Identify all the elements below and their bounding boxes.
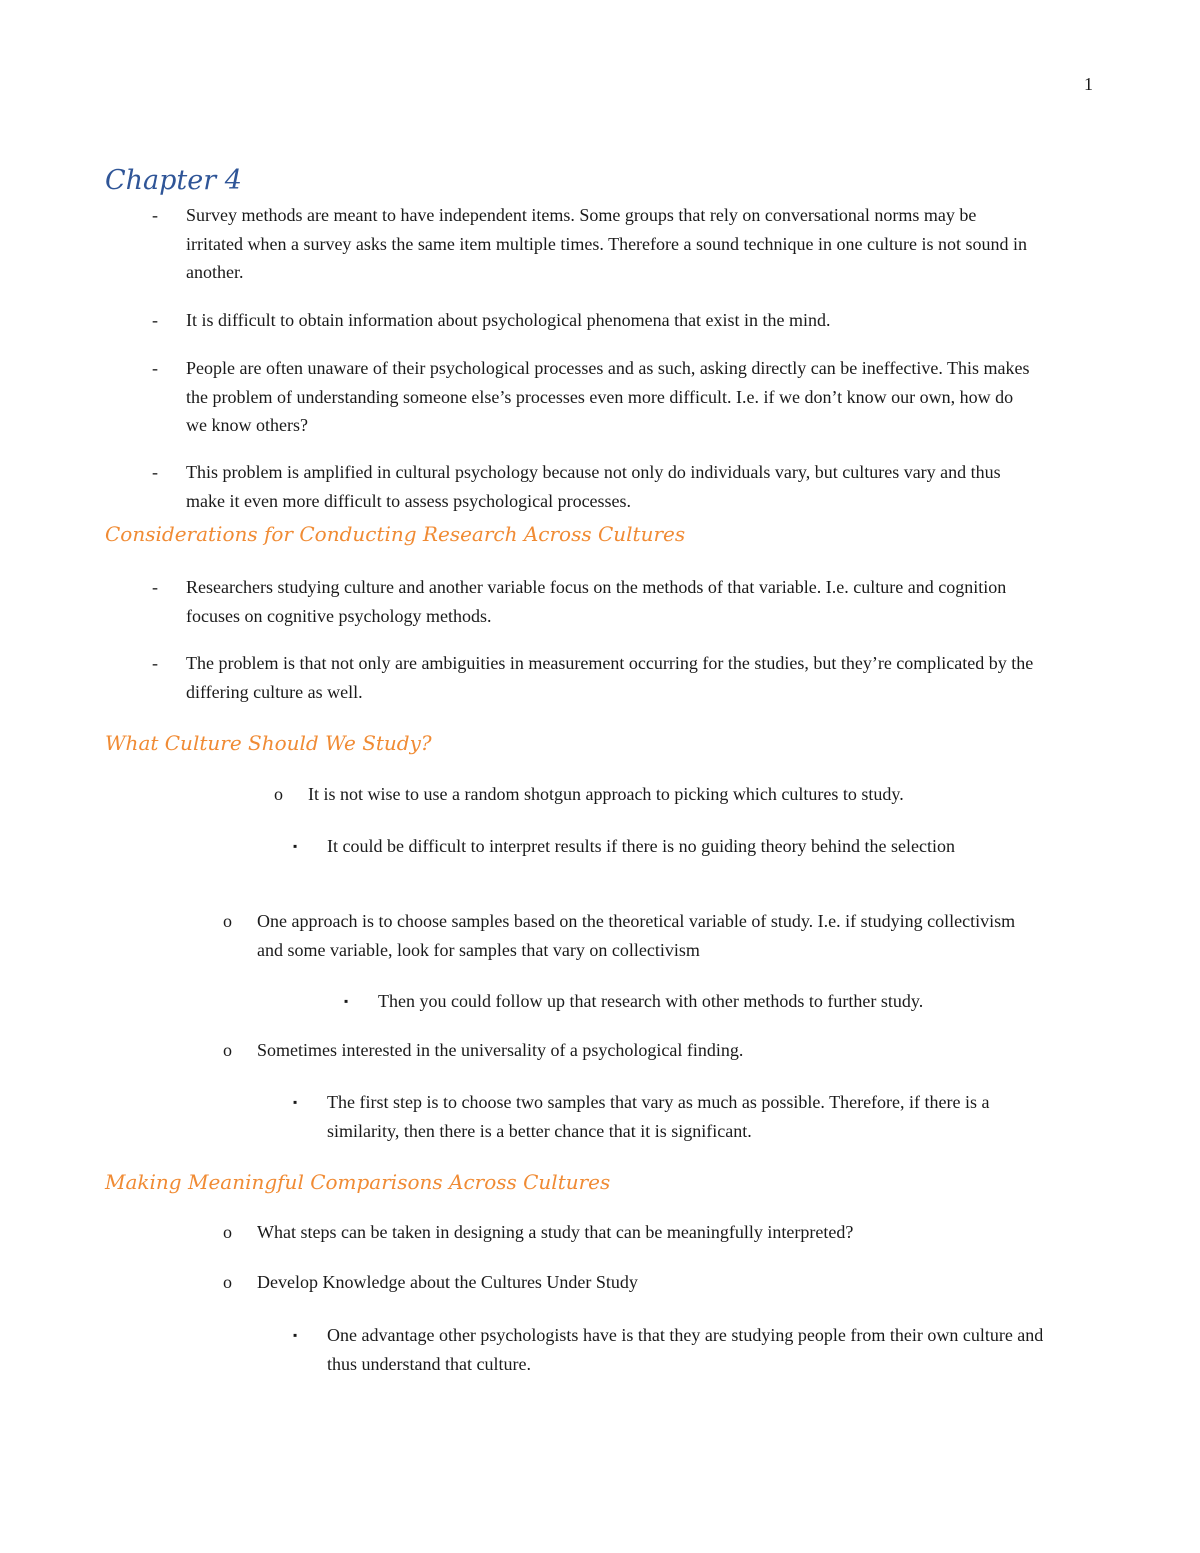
list-item [223, 1036, 1057, 1065]
section-heading: What Culture Should We Study? [105, 731, 432, 755]
circle-bullet-marker: o [223, 911, 232, 931]
dash-marker: - [152, 310, 158, 330]
list-item-text: It could be difficult to interpret results if there is no guiding theory behind the selection [327, 836, 956, 856]
list-item [223, 907, 1017, 964]
list-item-text: Researchers studying culture and another variable focus on the methods of that variable. I.e. culture and cognition focuses on cognitive psychology methods. [186, 577, 1007, 626]
dash-marker: - [152, 653, 158, 673]
list-item [152, 201, 1036, 287]
square-bullet-marker: ▪ [344, 994, 349, 1008]
list-item [274, 780, 1068, 809]
list-item [152, 649, 1056, 706]
list-item [223, 1268, 1057, 1297]
list-item [152, 306, 1036, 335]
list-item [152, 458, 1036, 515]
chapter-title: Chapter 4 [105, 165, 242, 196]
list-item-text: The problem is that not only are ambiguities in measurement occurring for the studies, but they’re complicated by the differing culture as well. [186, 653, 1034, 702]
dash-marker: - [152, 358, 158, 378]
list-item-text: Sometimes interested in the universality of a psychological finding. [257, 1040, 744, 1060]
list-item-text: One approach is to choose samples based on the theoretical variable of study. I.e. if studying collectivism and some variable, look for samples that vary on collectivism [257, 911, 1016, 960]
list-item-text: It is difficult to obtain information about psychological phenomena that exist in the mind. [186, 310, 831, 330]
section-heading: Making Meaningful Comparisons Across Cultures [105, 1170, 611, 1194]
list-item-text: Then you could follow up that research with other methods to further study. [378, 991, 924, 1011]
list-item-text: This problem is amplified in cultural psychology because not only do individuals vary, but cultures vary and thus make it even more difficult to assess psychological processes. [186, 462, 1001, 511]
circle-bullet-marker: o [223, 1222, 232, 1242]
list-item [152, 573, 1036, 630]
square-bullet-marker: ▪ [293, 1328, 298, 1342]
list-item-text: What steps can be taken in designing a study that can be meaningfully interpreted? [257, 1222, 854, 1242]
list-item [293, 832, 1027, 861]
list-item-text: Develop Knowledge about the Cultures Under Study [257, 1272, 638, 1292]
dash-marker: - [152, 577, 158, 597]
circle-bullet-marker: o [274, 784, 283, 804]
circle-bullet-marker: o [223, 1272, 232, 1292]
square-bullet-marker: ▪ [293, 839, 298, 853]
list-item [152, 354, 1036, 440]
page-number: 1 [1084, 74, 1093, 94]
list-item [293, 1321, 1057, 1378]
list-item [293, 1088, 1057, 1145]
list-item-text: It is not wise to use a random shotgun approach to picking which cultures to study. [308, 784, 904, 804]
dash-marker: - [152, 462, 158, 482]
list-item-text: Survey methods are meant to have independent items. Some groups that rely on conversational norms may be irritated when a survey asks the same item multiple times. Therefore a sound technique in one culture is not sound in another. [186, 205, 1027, 282]
section-heading: Considerations for Conducting Research Across Cultures [105, 522, 686, 546]
circle-bullet-marker: o [223, 1040, 232, 1060]
list-item-text: The first step is to choose two samples that vary as much as possible. Therefore, if there is a similarity, then there is a better chance that it is significant. [327, 1092, 990, 1141]
list-item [223, 1218, 1057, 1247]
square-bullet-marker: ▪ [293, 1095, 298, 1109]
list-item-text: One advantage other psychologists have is that they are studying people from their own culture and thus understand that culture. [327, 1325, 1044, 1374]
list-item [344, 987, 1078, 1016]
dash-marker: - [152, 205, 158, 225]
list-item-text: People are often unaware of their psychological processes and as such, asking directly can be ineffective. This makes the problem of understanding someone else’s processes even more difficult. I.e. if we don’t know our own, how do we know others? [186, 358, 1030, 435]
